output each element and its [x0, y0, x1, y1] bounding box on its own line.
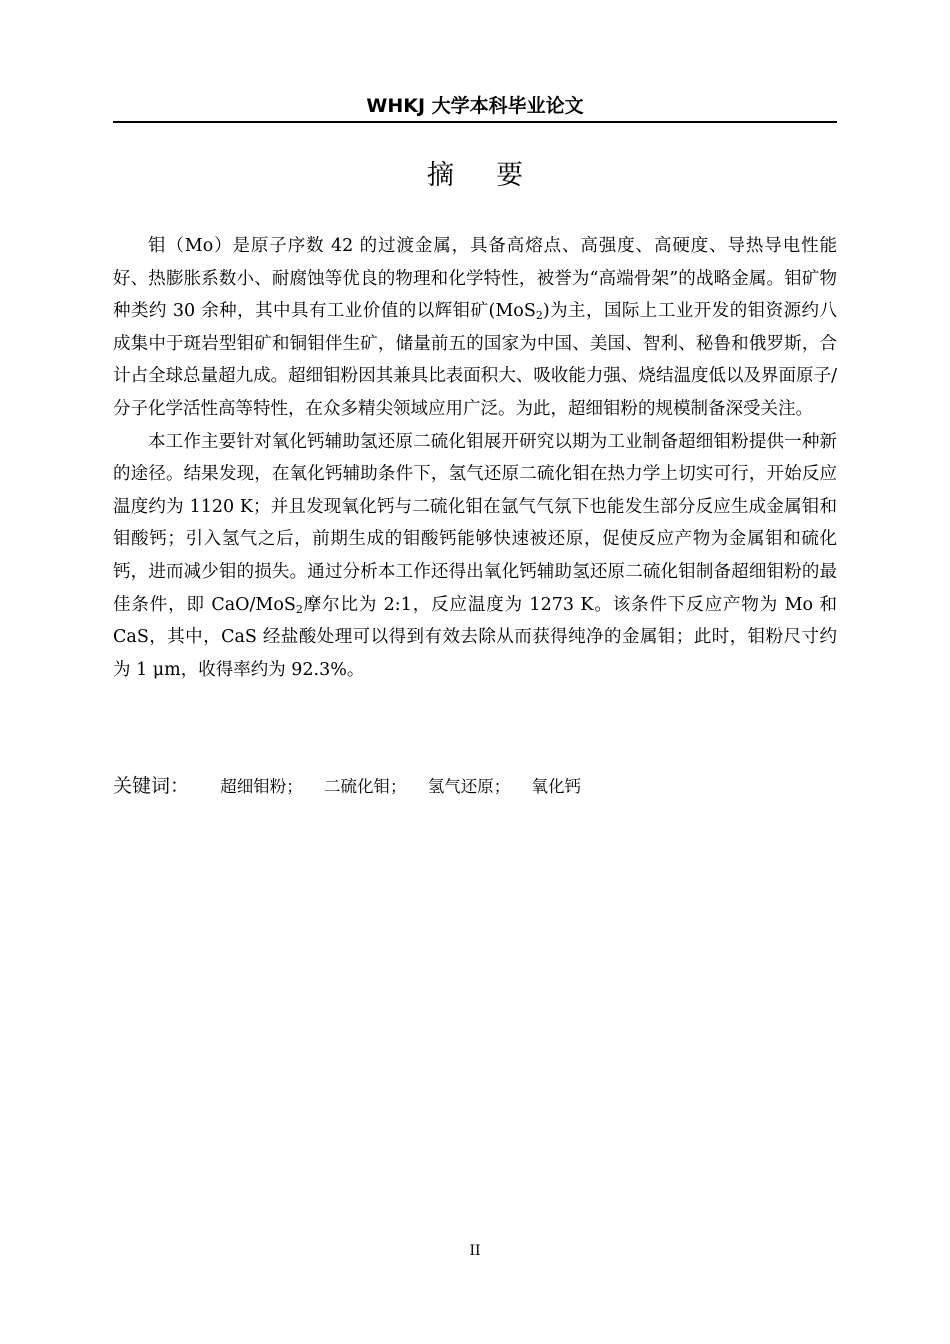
keyword-item: 氧化钙	[531, 777, 582, 796]
keyword-item: 二硫化钼；	[324, 777, 407, 796]
page-number: II	[469, 1243, 481, 1259]
keyword-item: 超细钼粉；	[220, 777, 303, 796]
abstract-body	[113, 230, 837, 686]
keywords-line	[113, 770, 837, 802]
abstract-paragraph-2: 本工作主要针对氧化钙辅助氢还原二硫化钼展开研究以期为工业制备超细钼粉提供一种新的途径。结果发现，在氧化钙辅助条件下，氢气还原二硫化钼在热力学上切实可行，开始反应温度约为 1120 K；并且发现氧化钙与二硫化钼在氩气气氛下也能发生部分反应生成金属钼和钼酸钙；引入氢气之后，前期生成的钼酸钙能够快速被还原，促使反应产物为金属钼和硫化钙，进而减少钼的损失。通过分析本工作还得出氧化钙辅助氢还原二硫化钼制备超细钼粉的最佳条件，即 CaO/MoS$_2$摩尔比为 2:1，反应温度为 1273 K。该条件下反应产物为 Mo 和 CaS，其中，CaS 经盐酸处理可以得到有效去除从而获得纯净的金属钼；此时，钼粉尺寸约为 1 μm，收得率约为 92.3%。	[113, 431, 837, 680]
keyword-item: 氢气还原；	[427, 777, 511, 796]
page-header: WHKJ 大学本科毕业论文	[366, 95, 584, 117]
keywords-label: 关键词：	[113, 775, 190, 797]
abstract-title: 摘要	[427, 160, 565, 191]
abstract-paragraph-1: 钼（Mo）是原子序数 42 的过渡金属，具备高熔点、高强度、高硬度、导热导电性能好、热膨胀系数小、耐腐蚀等优良的物理和化学特性，被誉为“高端骨架”的战略金属。钼矿物种类约 30 余种，其中具有工业价值的以辉钼矿(MoS$_2$)为主，国际上工业开发的钼资源约八成集中于斑岩型钼矿和铜钼伴生矿，储量前五的国家为中国、美国、智利、秘鲁和俄罗斯，合计占全球总量超九成。超细钼粉因其兼具比表面积大、吸收能力强、烧结温度低以及界面原子/分子化学活性高等特性，在众多精尖领域应用广泛。为此，超细钼粉的规模制备深受关注。	[113, 236, 837, 419]
header-divider	[113, 121, 837, 123]
